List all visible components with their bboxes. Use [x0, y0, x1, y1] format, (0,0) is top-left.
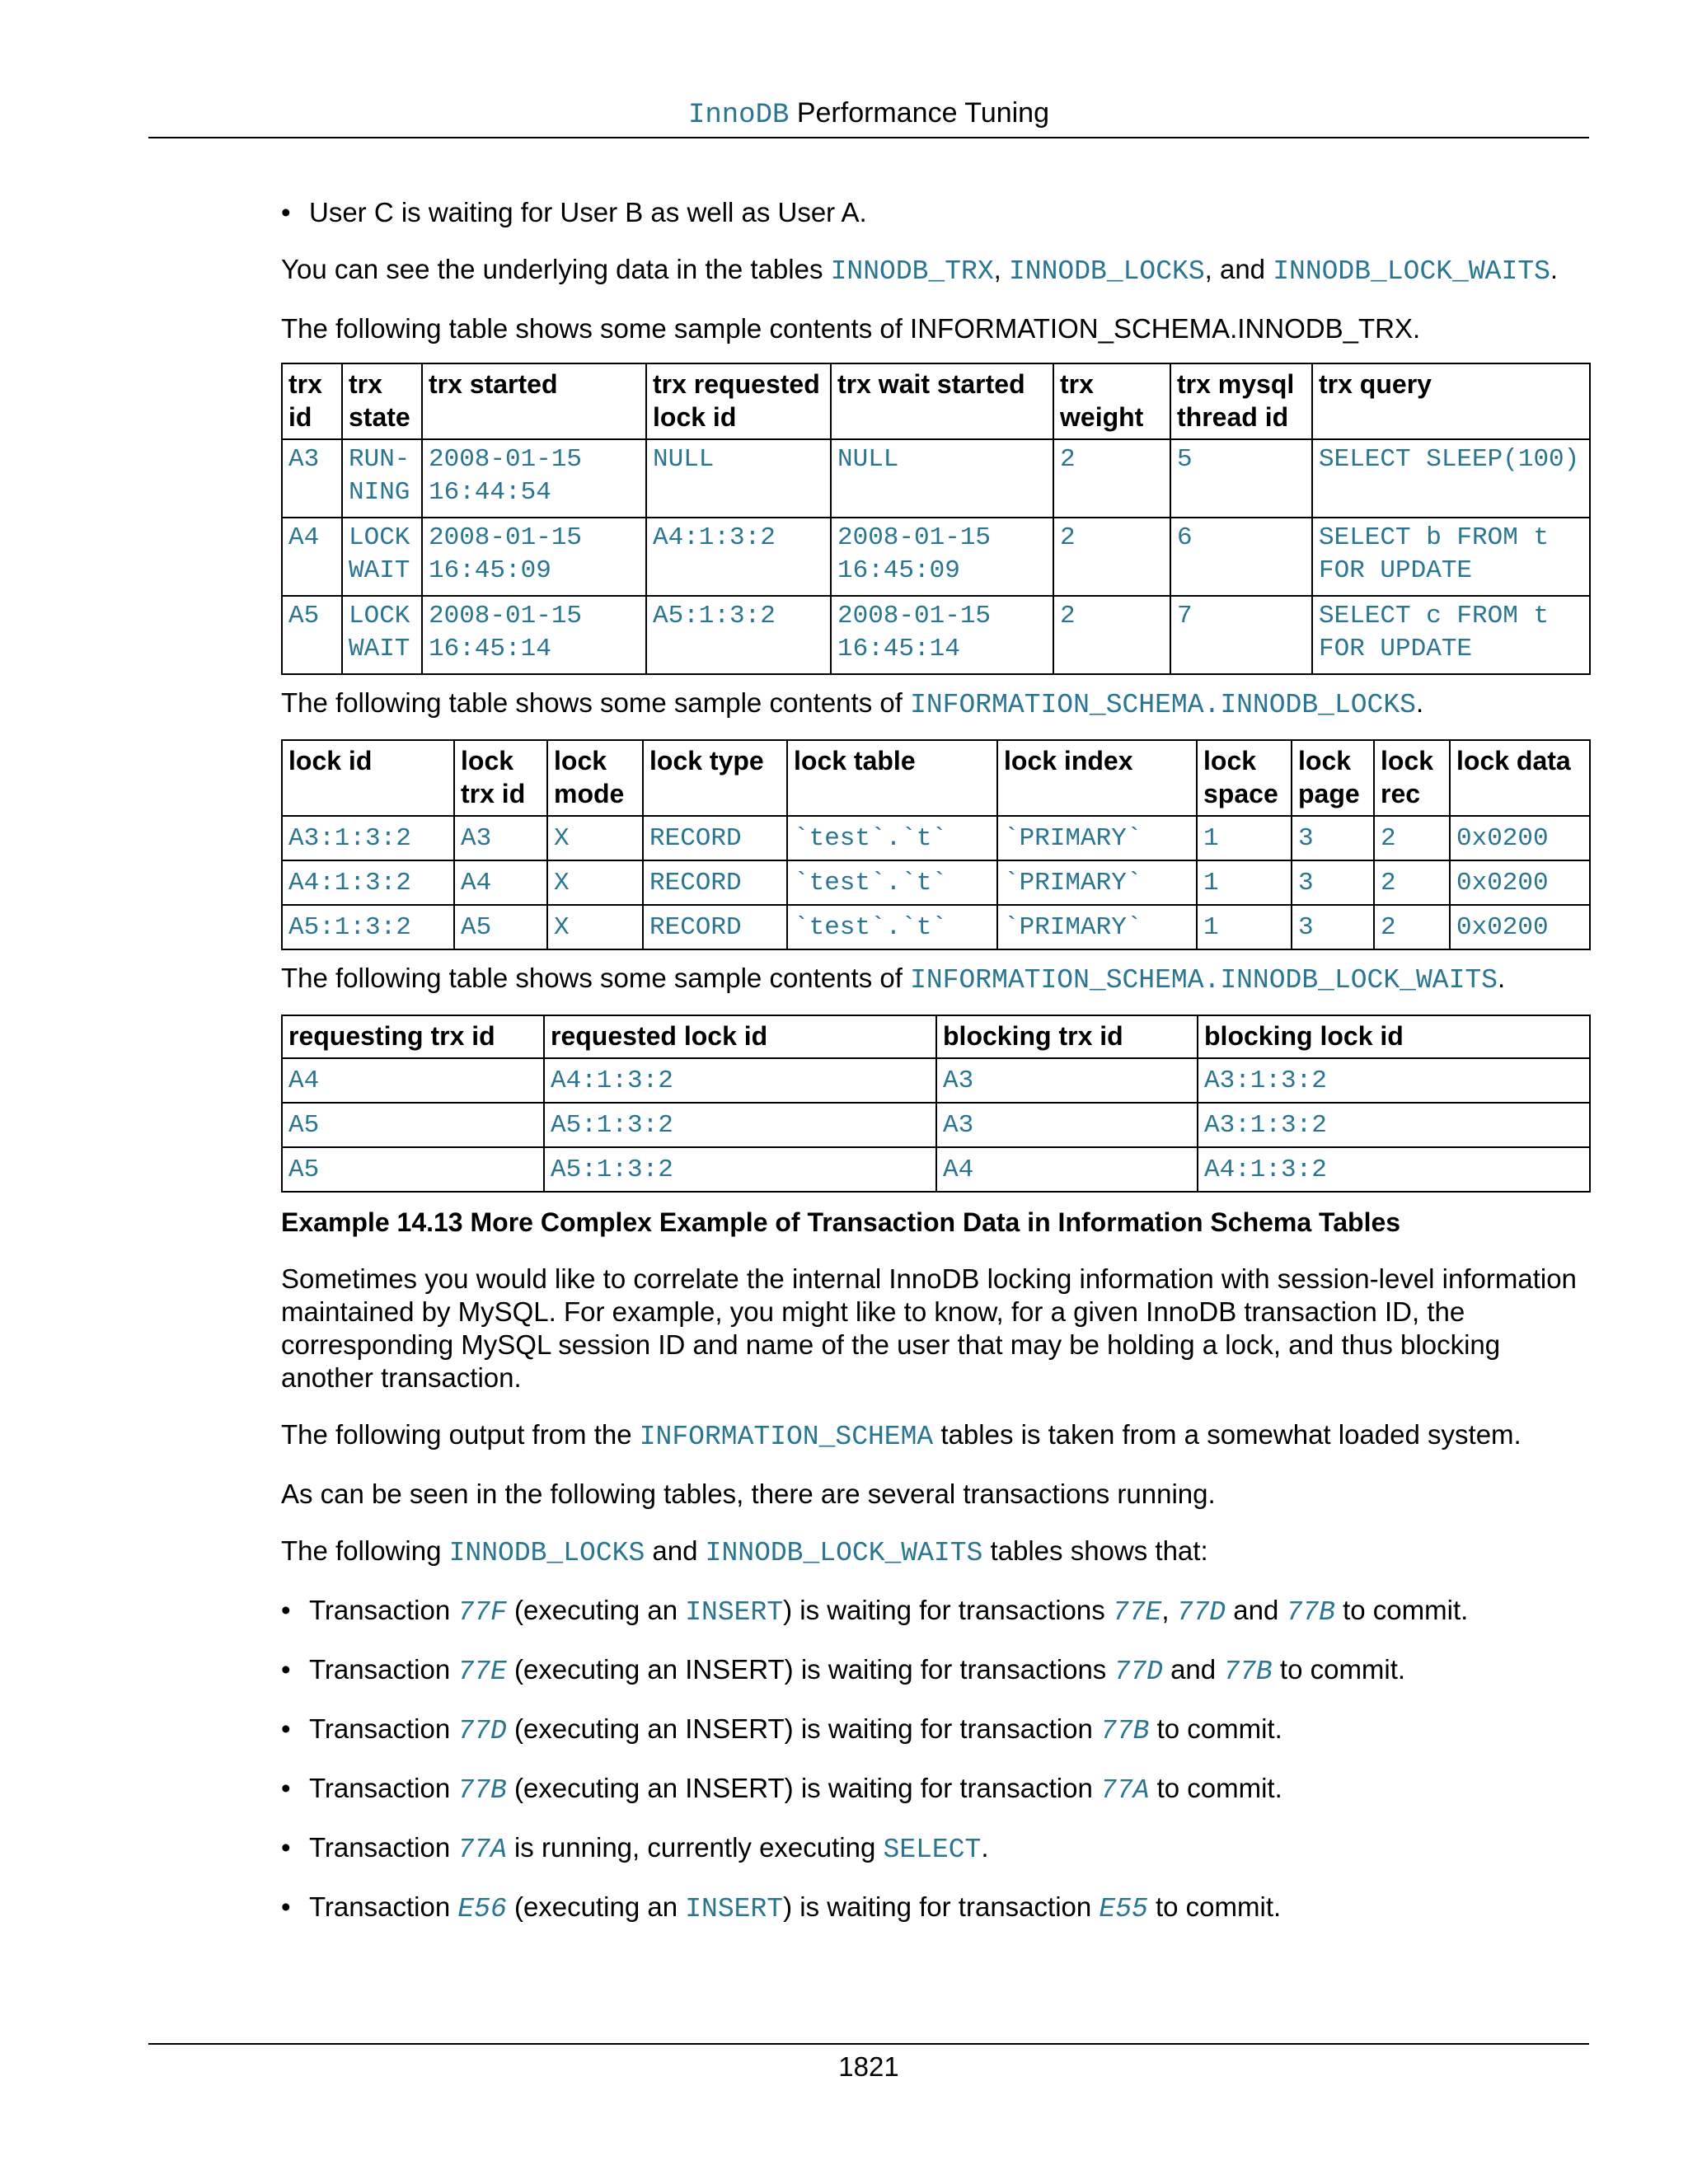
following-after: tables shows that: — [982, 1535, 1208, 1566]
bullet-text — [309, 1891, 1281, 1926]
trx-id: 77A — [1100, 1775, 1150, 1806]
table-cell: 2 — [1374, 905, 1450, 949]
bullet-fragment: (executing an INSERT) is waiting for transaction — [506, 1773, 1100, 1803]
table-cell: A5 — [282, 1147, 544, 1192]
underlying-after: . — [1550, 254, 1559, 284]
bullet-fragment: , — [1161, 1595, 1177, 1625]
table-cell: A5 — [454, 905, 547, 949]
locks-intro-period: . — [1415, 687, 1424, 718]
column-header: lock index — [997, 740, 1197, 816]
tx-bullet-77e — [281, 1653, 1589, 1689]
table-cell: 2008-01-15 16:45:14 — [831, 596, 1053, 674]
locks-intro-text: The following table shows some sample contents of — [281, 687, 911, 718]
bullet-fragment: (executing an — [506, 1891, 686, 1922]
bullet-dot: • — [281, 1773, 291, 1803]
table-cell: 2 — [1374, 860, 1450, 905]
table-cell: `PRIMARY` — [997, 816, 1197, 860]
intro-bullet-text: User C is waiting for User B as well as User A. — [309, 197, 867, 227]
locks-table — [281, 739, 1591, 950]
bullet-fragment: (executing an INSERT) is waiting for transaction — [506, 1713, 1100, 1744]
underlying-sep1: , — [993, 254, 1009, 284]
header-rule — [148, 137, 1589, 138]
table-cell: SELECT b FROM t FOR UPDATE — [1312, 518, 1590, 596]
column-header: trx query — [1312, 363, 1590, 439]
table-cell: 2 — [1053, 518, 1170, 596]
column-header: lock id — [282, 740, 454, 816]
table-row — [282, 596, 1590, 674]
trx-intro: The following table shows some sample contents of INFORMATION_SCHEMA.INNODB_TRX. — [281, 313, 1421, 344]
column-header: lock space — [1197, 740, 1292, 816]
table-cell: A5 — [282, 1103, 544, 1147]
column-header: requesting trx id — [282, 1015, 544, 1058]
bullet-fragment: to commit. — [1272, 1654, 1406, 1685]
table-cell: RUN-NING — [342, 439, 422, 518]
table-cell: A3:1:3:2 — [1198, 1058, 1590, 1103]
column-header: lock type — [643, 740, 787, 816]
table-cell: 2008-01-15 16:44:54 — [422, 439, 646, 518]
bullet-text — [309, 1653, 1405, 1689]
trx-id: 77E — [457, 1657, 507, 1687]
trx-id: 77D — [1114, 1657, 1163, 1687]
table-cell: 2008-01-15 16:45:09 — [422, 518, 646, 596]
bullet-dot: • — [281, 197, 291, 227]
table-cell: `test`.`t` — [787, 860, 997, 905]
table-cell: 3 — [1292, 816, 1374, 860]
trx-id: 77A — [457, 1835, 507, 1865]
table-cell: A3 — [936, 1058, 1198, 1103]
waits-intro-period: . — [1497, 963, 1506, 993]
table-cell: A5:1:3:2 — [544, 1147, 936, 1192]
table-cell: LOCK WAIT — [342, 596, 422, 674]
page-header — [148, 96, 1589, 133]
bullet-fragment: Transaction — [309, 1713, 458, 1744]
table-cell: A3:1:3:2 — [282, 816, 454, 860]
table-cell: `test`.`t` — [787, 905, 997, 949]
table-cell: A4 — [454, 860, 547, 905]
link-select[interactable]: SELECT — [883, 1835, 982, 1865]
table-cell: A4 — [282, 518, 342, 596]
bullet-fragment: to commit. — [1149, 1773, 1282, 1803]
table-cell: A4:1:3:2 — [282, 860, 454, 905]
table-cell: NULL — [831, 439, 1053, 518]
underlying-before: You can see the underlying data in the tables — [281, 254, 831, 284]
bullet-dot: • — [281, 1713, 291, 1744]
trx-id: 77F — [457, 1597, 507, 1628]
output-paragraph — [281, 1418, 1589, 1454]
correlate-paragraph: Sometimes you would like to correlate the internal InnoDB locking information with session-level information maintained by MySQL. For example, you might like to know, for a given InnoDB transaction ID, the corresponding MySQL session ID and name of the user that may be holding a lock, and thus blocking another transaction. — [281, 1263, 1577, 1393]
following-paragraph — [281, 1535, 1589, 1570]
table-cell: `PRIMARY` — [997, 905, 1197, 949]
trx-id: 77B — [1286, 1597, 1335, 1628]
table-row — [282, 816, 1590, 860]
table-cell: X — [547, 860, 643, 905]
following-before: The following — [281, 1535, 449, 1566]
table-cell: 1 — [1197, 860, 1292, 905]
table-cell: 0x0200 — [1450, 860, 1590, 905]
table-cell: RECORD — [643, 905, 787, 949]
link-innodb-locks-2[interactable]: INNODB_LOCKS — [448, 1538, 645, 1568]
table-cell: A4:1:3:2 — [544, 1058, 936, 1103]
page-number: 1821 — [838, 2051, 899, 2082]
bullet-fragment: and — [1162, 1654, 1224, 1685]
output-after: tables is taken from a somewhat loaded system. — [933, 1419, 1522, 1450]
column-header: lock rec — [1374, 740, 1450, 816]
column-header: lock trx id — [454, 740, 547, 816]
table-cell: X — [547, 905, 643, 949]
column-header: trx state — [342, 363, 422, 439]
table-row — [282, 439, 1590, 518]
trx-id: 77B — [1100, 1716, 1150, 1746]
table-cell: NULL — [646, 439, 831, 518]
column-header: lock mode — [547, 740, 643, 816]
column-header: lock table — [787, 740, 997, 816]
trx-table — [281, 363, 1591, 675]
bullet-dot: • — [281, 1832, 291, 1863]
trx-id: E56 — [457, 1894, 507, 1924]
table-cell: A3:1:3:2 — [1198, 1103, 1590, 1147]
table-cell: 0x0200 — [1450, 816, 1590, 860]
trx-id: 77B — [457, 1775, 507, 1806]
table-cell: A5:1:3:2 — [544, 1103, 936, 1147]
bullet-fragment: to commit. — [1147, 1891, 1282, 1922]
table-cell: 2 — [1053, 596, 1170, 674]
bullet-fragment: to commit. — [1334, 1595, 1469, 1625]
link-information-schema-innodb-lock-waits[interactable]: INFORMATION_SCHEMA.INNODB_LOCK_WAITS — [910, 965, 1498, 996]
bullet-fragment: Transaction — [309, 1891, 458, 1922]
trx-id: 77D — [457, 1716, 507, 1746]
table-header-row — [282, 740, 1590, 816]
table-cell: 0x0200 — [1450, 905, 1590, 949]
bullet-fragment: ) is waiting for transaction — [783, 1891, 1100, 1922]
table-cell: 7 — [1170, 596, 1312, 674]
lock-waits-table — [281, 1015, 1591, 1193]
table-cell: A4:1:3:2 — [646, 518, 831, 596]
running-paragraph: As can be seen in the following tables, there are several transactions running. — [281, 1479, 1216, 1509]
column-header: trx weight — [1053, 363, 1170, 439]
table-header-row — [282, 1015, 1590, 1058]
table-row — [282, 518, 1590, 596]
table-row — [282, 1103, 1590, 1147]
table-row — [282, 905, 1590, 949]
table-cell: `test`.`t` — [787, 816, 997, 860]
trx-id: 77B — [1223, 1657, 1273, 1687]
following-mid: and — [645, 1535, 706, 1566]
table-cell: RECORD — [643, 860, 787, 905]
bullet-text — [309, 1772, 1282, 1807]
table-header-row — [282, 363, 1590, 439]
table-cell: 2008-01-15 16:45:09 — [831, 518, 1053, 596]
table-cell: A4 — [936, 1147, 1198, 1192]
bullet-fragment: Transaction — [309, 1595, 458, 1625]
column-header: lock page — [1292, 740, 1374, 816]
output-before: The following output from the — [281, 1419, 640, 1450]
table-cell: A5:1:3:2 — [282, 905, 454, 949]
bullet-fragment: (executing an INSERT) is waiting for transactions — [506, 1654, 1114, 1685]
example-title: Example 14.13 More Complex Example of Transaction Data in Information Schema Tables — [281, 1207, 1401, 1237]
column-header: trx requested lock id — [646, 363, 831, 439]
waits-intro-text: The following table shows some sample contents of — [281, 963, 911, 993]
bullet-fragment: and — [1226, 1595, 1287, 1625]
bullet-text — [309, 1831, 989, 1867]
link-innodb-lock-waits[interactable]: INNODB_LOCK_WAITS — [1273, 256, 1550, 287]
table-cell: 1 — [1197, 905, 1292, 949]
table-cell: A5:1:3:2 — [646, 596, 831, 674]
link-insert[interactable]: INSERT — [685, 1894, 784, 1924]
column-header: lock data — [1450, 740, 1590, 816]
link-information-schema[interactable]: INFORMATION_SCHEMA — [639, 1422, 934, 1452]
tx-bullet-77a — [281, 1831, 1589, 1867]
intro-bullet — [281, 196, 1589, 229]
footer-rule — [148, 2043, 1589, 2045]
bullet-text — [309, 1713, 1282, 1748]
trx-id: 77E — [1112, 1597, 1162, 1628]
table-cell: X — [547, 816, 643, 860]
table-cell: SELECT SLEEP(100) — [1312, 439, 1590, 518]
tx-bullet-e56 — [281, 1891, 1589, 1926]
table-cell: 6 — [1170, 518, 1312, 596]
column-header: trx started — [422, 363, 646, 439]
bullet-fragment: to commit. — [1149, 1713, 1282, 1744]
tx-bullet-77b — [281, 1772, 1589, 1807]
waits-intro — [281, 962, 1589, 997]
column-header: trx wait started — [831, 363, 1053, 439]
bullet-fragment: Transaction — [309, 1773, 458, 1803]
table-cell: 3 — [1292, 905, 1374, 949]
table-cell: A3 — [454, 816, 547, 860]
column-header: trx mysql thread id — [1170, 363, 1312, 439]
table-cell: 5 — [1170, 439, 1312, 518]
tx-bullet-77d — [281, 1713, 1589, 1748]
table-cell: RECORD — [643, 816, 787, 860]
link-innodb-locks[interactable]: INNODB_LOCKS — [1009, 256, 1205, 287]
table-cell: 2 — [1374, 816, 1450, 860]
tx-bullet-77f — [281, 1594, 1589, 1629]
bullet-fragment: (executing an — [506, 1595, 686, 1625]
link-insert[interactable]: INSERT — [685, 1597, 784, 1628]
table-cell: A5 — [282, 596, 342, 674]
page-content — [281, 196, 1589, 1926]
table-row — [282, 1058, 1590, 1103]
column-header: blocking trx id — [936, 1015, 1198, 1058]
table-row — [282, 1147, 1590, 1192]
table-cell: SELECT c FROM t FOR UPDATE — [1312, 596, 1590, 674]
trx-id: E55 — [1099, 1894, 1148, 1924]
column-header: requested lock id — [544, 1015, 936, 1058]
link-innodb-lock-waits-2[interactable]: INNODB_LOCK_WAITS — [705, 1538, 983, 1568]
column-header: blocking lock id — [1198, 1015, 1590, 1058]
table-cell: A3 — [936, 1103, 1198, 1147]
bullet-text — [309, 1594, 1468, 1629]
link-innodb-trx[interactable]: INNODB_TRX — [830, 256, 994, 287]
table-cell: A3 — [282, 439, 342, 518]
table-row — [282, 860, 1590, 905]
underlying-paragraph — [281, 253, 1589, 288]
table-cell: 2008-01-15 16:45:14 — [422, 596, 646, 674]
header-innodb: InnoDB — [687, 100, 790, 131]
locks-intro — [281, 687, 1589, 722]
table-cell: A4:1:3:2 — [1198, 1147, 1590, 1192]
bullet-dot: • — [281, 1654, 291, 1685]
column-header: trx id — [282, 363, 342, 439]
table-cell: 3 — [1292, 860, 1374, 905]
bullet-fragment: Transaction — [309, 1832, 458, 1863]
bullet-dot: • — [281, 1891, 291, 1922]
bullet-fragment: . — [981, 1832, 989, 1863]
bullet-fragment: Transaction — [309, 1654, 458, 1685]
header-title: Performance Tuning — [789, 97, 1050, 129]
link-information-schema-innodb-locks[interactable]: INFORMATION_SCHEMA.INNODB_LOCKS — [910, 690, 1416, 720]
table-cell: `PRIMARY` — [997, 860, 1197, 905]
table-cell: LOCK WAIT — [342, 518, 422, 596]
table-cell: 1 — [1197, 816, 1292, 860]
bullet-fragment: is running, currently executing — [506, 1832, 884, 1863]
trx-id: 77D — [1176, 1597, 1226, 1628]
table-cell: 2 — [1053, 439, 1170, 518]
bullet-fragment: ) is waiting for transactions — [783, 1595, 1113, 1625]
underlying-sep2: , and — [1204, 254, 1273, 284]
bullet-dot: • — [281, 1595, 291, 1625]
table-cell: A4 — [282, 1058, 544, 1103]
